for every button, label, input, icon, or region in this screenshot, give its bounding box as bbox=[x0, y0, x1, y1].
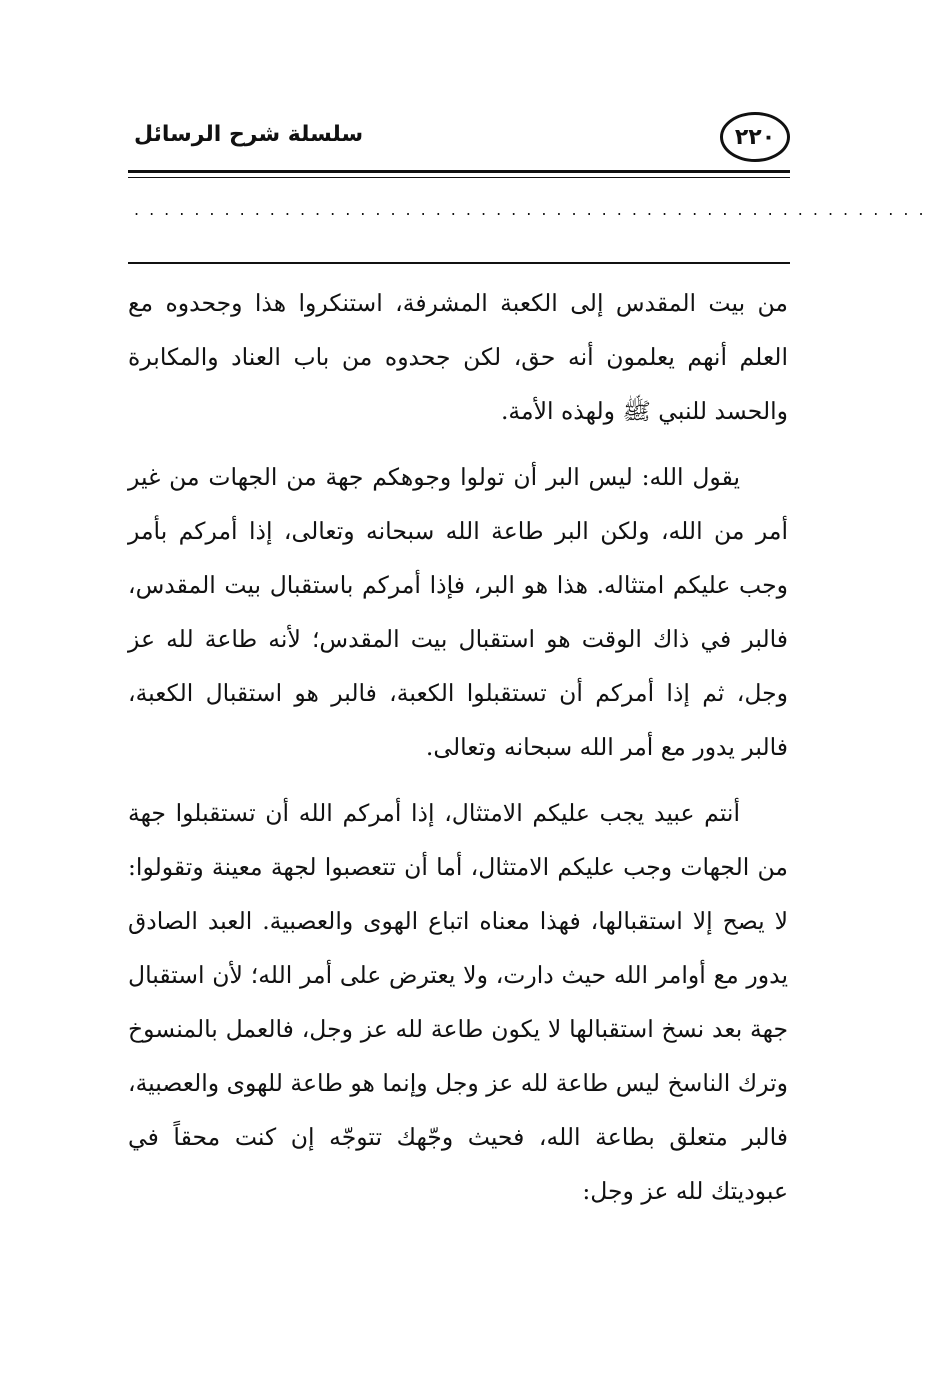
page-header bbox=[128, 112, 790, 164]
paragraph-2: يقول الله: ليس البر أن تولوا وجوهكم جهة من الجهات من غير أمر من الله، ولكن البر طاعة الله سبحانه وتعالى، إذا أمركم بأمر وجب عليكم امتثاله. هذا هو البر، فإذا أمركم باستقبال بيت المقدس، فالبر في ذاك الوقت هو استقبال بيت المقدس؛ لأنه طاعة لله عز وجل، ثم إذا أمركم أن تستقبلوا الكعبة، فالبر هو استقبال الكعبة، فالبر يدور مع أمر الله سبحانه وتعالى. bbox=[128, 463, 788, 761]
paragraph-3: أنتم عبيد يجب عليكم الامتثال، إذا أمركم الله أن تستقبلوا جهة من الجهات وجب عليكم الامتثال، أما أن تتعصبوا لجهة معينة وتقولوا: لا يصح إلا استقبالها، فهذا معناه اتباع الهوى والعصبية. العبد الصادق يدور مع أوامر الله حيث دارت، ولا يعترض على أمر الله؛ لأن استقبال جهة بعد نسخ استقبالها لا يكون طاعة لله عز وجل، فالعمل بالمنسوخ وترك الناسخ ليس طاعة لله عز وجل وإنما هو طاعة للهوى والعصبية، فالبر متعلق بطاعة الله، فحيث وجّهك تتوجّه إن كنت محقاً في عبوديتك لله عز وجل: bbox=[128, 799, 788, 1205]
header-rule-thick bbox=[128, 170, 790, 173]
body-text bbox=[128, 276, 788, 1218]
dotted-separator: ..................................................... bbox=[134, 200, 934, 219]
header-rule-thin bbox=[128, 177, 790, 178]
paragraph-1: من بيت المقدس إلى الكعبة المشرفة، استنكروا هذا وجحدوه مع العلم أنهم يعلمون أنه حق، لكن جحدوه من باب العناد والمكابرة والحسد للنبي ﷺ ولهذه الأمة. bbox=[128, 289, 788, 425]
page-number-badge: ٢٢٠ bbox=[720, 112, 790, 162]
section-rule bbox=[128, 262, 790, 264]
series-title: سلسلة شرح الرسائل bbox=[134, 122, 364, 147]
